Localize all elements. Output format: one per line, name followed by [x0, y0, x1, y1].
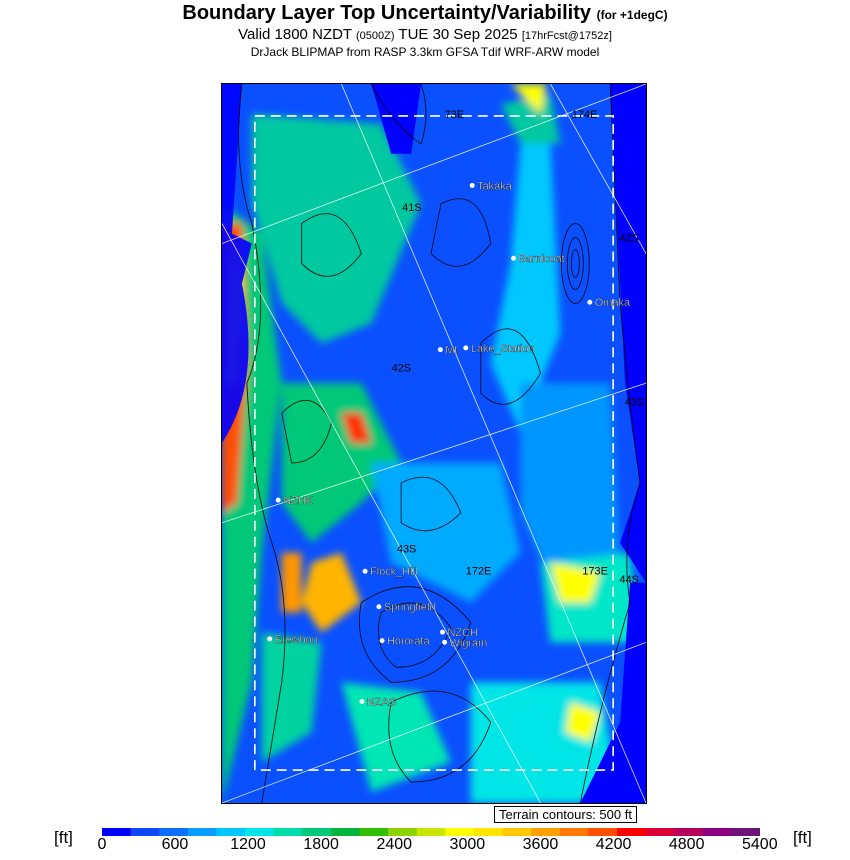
colorbar-swatch	[302, 828, 331, 836]
colorbar-tick-label: 5400	[742, 836, 778, 853]
grid-label: 42S	[391, 362, 412, 375]
chart-title: Boundary Layer Top Uncertainty/Variability (for +1degC)	[182, 2, 668, 24]
place-marker	[376, 602, 435, 614]
terrain-contours-note: Terrain contours: 500 ft	[494, 806, 637, 823]
model-description: DrJack BLIPMAP from RASP 3.3km GFSA Tdif WRF-ARW model	[250, 45, 600, 59]
place-dot	[440, 630, 445, 635]
grid-label: 172E	[465, 565, 492, 578]
place-marker	[511, 253, 565, 265]
colorbar	[102, 828, 760, 836]
colorbar-tick-label: 600	[161, 836, 189, 853]
place-dot	[587, 300, 592, 305]
grid-label: 73E	[444, 108, 465, 121]
colorbar-tick-label: 3600	[522, 836, 559, 853]
place-dot	[359, 699, 364, 704]
place-dot	[363, 569, 368, 574]
colorbar-swatch	[274, 828, 303, 836]
colorbar-tick-label: 1800	[303, 836, 339, 853]
place-label: NZHK	[283, 495, 313, 508]
colorbar-swatch	[359, 828, 388, 836]
colorbar-swatch	[674, 828, 703, 836]
place-label: Hororata	[387, 635, 430, 648]
place-marker	[267, 634, 318, 646]
colorbar-swatch	[445, 828, 474, 836]
place-dot	[470, 183, 475, 188]
legend-unit-right: [ft]	[793, 828, 812, 847]
colorbar-swatch	[474, 828, 503, 836]
colorbar-swatch	[188, 828, 217, 836]
valid-time: Valid 1800 NZDT (0500Z) TUE 30 Sep 2025 [17hrFcst@1752z]	[238, 26, 612, 43]
place-label: Wigram	[449, 637, 488, 650]
grid-label: 43S	[396, 543, 417, 556]
colorbar-tick-label: 2400	[376, 836, 413, 853]
colorbar-swatch	[503, 828, 532, 836]
place-label: NZAS	[366, 696, 397, 709]
place-label: Erewhon	[274, 633, 318, 646]
place-dot	[463, 345, 468, 350]
place-dot	[276, 498, 281, 503]
grid-label: 44S	[619, 574, 639, 587]
colorbar-swatch	[731, 828, 760, 836]
place-label: Lake_Station	[470, 342, 535, 355]
colorbar-swatch	[417, 828, 446, 836]
colorbar-swatch	[703, 828, 732, 836]
place-label: Barnicoat	[518, 253, 565, 266]
legend-unit-left: [ft]	[54, 828, 73, 847]
grid-label: 174E	[571, 108, 598, 121]
grid-label: 173E	[582, 565, 608, 578]
colorbar-swatch	[216, 828, 245, 836]
colorbar-swatch	[560, 828, 589, 836]
colorbar-swatch	[388, 828, 417, 836]
place-label: Mt	[445, 344, 458, 357]
colorbar-swatch	[245, 828, 274, 836]
colorbar-swatch	[331, 828, 360, 836]
grid-label: 43S	[624, 396, 645, 409]
grid-label: 42S	[619, 232, 639, 245]
forecast-map	[221, 83, 647, 804]
place-marker	[442, 637, 487, 649]
colorbar-tick-label: 1200	[230, 836, 266, 853]
colorbar-swatch	[131, 828, 160, 836]
colorbar-swatch	[102, 828, 131, 836]
colorbar-swatch	[159, 828, 188, 836]
colorbar-swatch	[531, 828, 560, 836]
place-marker	[363, 566, 418, 578]
colorbar-tick-label: 4800	[668, 836, 705, 853]
colorbar-swatch	[617, 828, 646, 836]
place-dot	[442, 640, 447, 645]
place-label: Omaka	[594, 297, 631, 310]
colorbar-tick-label: 3000	[449, 836, 486, 853]
place-label: Takaka	[477, 180, 512, 193]
place-dot	[380, 638, 385, 643]
place-label: Springfield	[383, 601, 436, 614]
place-dot	[511, 256, 516, 261]
place-label: Flock_Hill	[370, 566, 418, 579]
colorbar-swatch	[588, 828, 617, 836]
grid-label: 41S	[402, 201, 422, 214]
place-dot	[376, 604, 381, 609]
place-marker	[587, 297, 631, 309]
place-label: NZCH	[447, 627, 478, 640]
colorbar-tick-label: 0	[97, 836, 107, 853]
colorbar-swatch	[646, 828, 675, 836]
place-marker	[463, 343, 534, 355]
place-dot	[267, 636, 272, 641]
place-marker	[380, 636, 431, 648]
colorbar-tick-label: 4200	[595, 836, 632, 853]
place-dot	[438, 347, 443, 352]
